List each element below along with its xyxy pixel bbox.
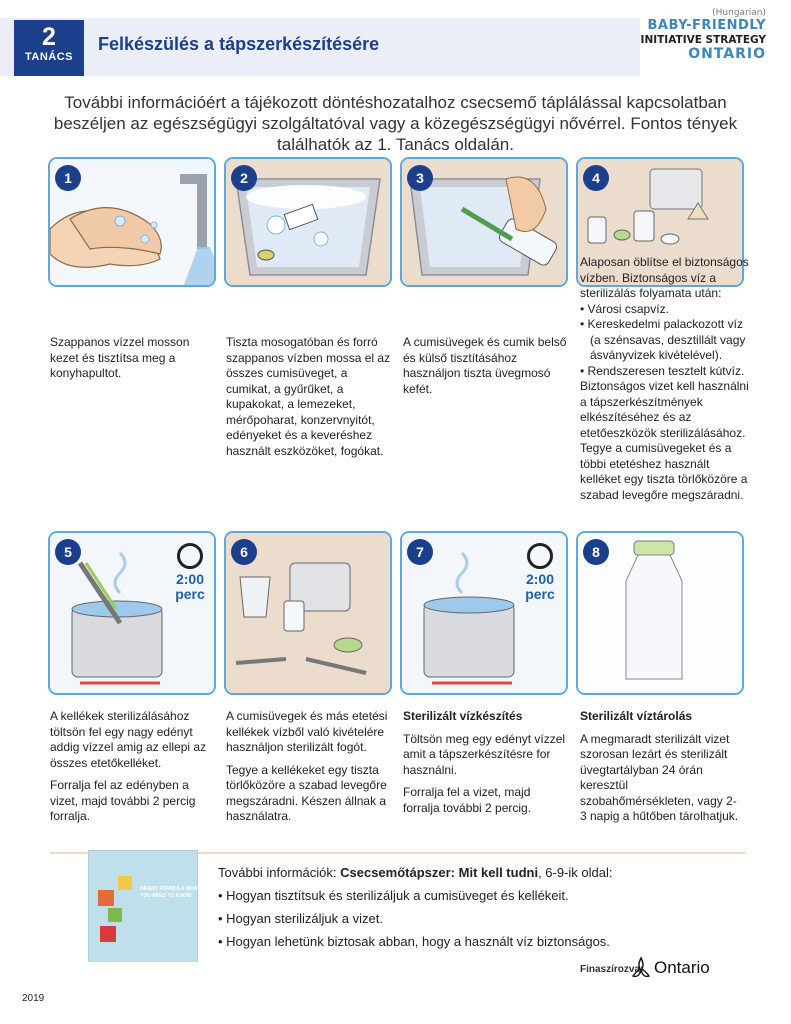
page-title: Felkészülés a tápszerkészítésére — [98, 34, 380, 54]
step-4-badge: 4 — [583, 165, 609, 191]
intro-text: További információért a tájékozott döntéshozatalhoz csecsemő táplálással kapcsolatban beszéljen az egészségügyi szolgáltatóval vagy a közegészségügyi nővérrel. Fontos tények találhatók az 1. Tanács oldalán. — [53, 93, 738, 154]
step-7-paragraph-2: Forralja fel a vizet, majd forralja további 2 percig. — [403, 785, 532, 815]
step-7-paragraph-1: Töltsön meg egy edényt vízzel amit a tápszerkészítésre for használni. — [403, 731, 566, 777]
tip-label: TANÁCS — [24, 51, 73, 63]
logo-line1: BABY-FRIENDLY — [647, 18, 766, 33]
step-5-badge: 5 — [55, 539, 81, 565]
step-4-intro: Alaposan öblítse el biztonságos vízben. Biztonságos víz a sterilizálás folyamata után: — [580, 255, 749, 300]
step-5-timer — [168, 543, 212, 602]
timer-value: 2:00 — [525, 571, 555, 587]
more-info-pages: , 6-9-ik oldal: — [538, 865, 613, 880]
step-6-text — [226, 709, 391, 832]
stopwatch-icon — [527, 543, 553, 569]
ontario-logo-text: Ontario — [654, 958, 710, 977]
step-4-text — [580, 255, 752, 503]
list-item: • Rendszeresen tesztelt kútvíz. — [580, 363, 745, 378]
more-info — [218, 862, 738, 952]
step-4-outro: Biztonságos vizet kell használni a tápszerkészítmények elkészítéséhez és az etetőeszközök sterilizálásához. Tegye a cumisüvegeket és a többi etetéshez használt kelléket egy tiszta törlőközöre a szabad levegőre megszáradni. — [580, 379, 749, 502]
step-7-timer — [518, 543, 562, 602]
step-2-text: Tiszta mosogatóban és forró szappanos vízben mossa el az összes cumisüveget, a cumikat, a gyűrűket, a kupakokat, a lemezeket, mérőpoharat, konzervnyitót, edényeket és a keveréshez használt eszközöket, fogókat. — [226, 335, 391, 458]
stopwatch-icon — [177, 543, 203, 569]
step-7-heading: Sterilizált vízkészítés — [403, 709, 523, 723]
timer-unit: perc — [525, 586, 555, 602]
step-8-text — [580, 709, 740, 832]
logo-line2: INITIATIVE STRATEGY — [640, 34, 766, 46]
year: 2019 — [22, 993, 45, 1004]
step-6-badge: 6 — [231, 539, 257, 565]
step-8-heading: Sterilizált víztárolás — [580, 709, 693, 723]
step-5-paragraph-1: A kellékek sterilizálásához töltsön fel egy nagy edényt addig vízzel amig az ellepi az összes etetőkelléket. — [50, 709, 207, 770]
more-info-lead: További információk: — [218, 865, 341, 880]
list-item: • Kereskedelmi palackozott víz (a szénsavas, desztillált vagy ásványvizek kivételével). — [580, 317, 746, 362]
list-item: • Városi csapvíz. — [580, 301, 669, 316]
step-2-badge: 2 — [231, 165, 257, 191]
step-6-paragraph-2: Tegye a kellékeket egy tiszta törlőközöre a szabad levegőre megszáradni. Készen állnak a használatra. — [226, 762, 387, 823]
tip-number-box — [14, 20, 84, 76]
step-1-badge: 1 — [55, 165, 81, 191]
step-4-bullets — [580, 302, 752, 380]
list-item: • Hogyan tisztítsuk és sterilizáljuk a cumisüveget és kellékeit. — [218, 888, 569, 903]
more-info-heading — [218, 862, 738, 883]
step-8-badge: 8 — [583, 539, 609, 565]
timer-value: 2:00 — [175, 571, 205, 587]
tip-number: 2 — [42, 23, 56, 51]
step-3-badge: 3 — [407, 165, 433, 191]
booklet-cover-title: INFANT FORMULA WHAT YOU NEED TO KNOW — [140, 886, 201, 899]
step-5-text — [50, 709, 215, 832]
baby-friendly-logo — [640, 8, 766, 62]
step-5-paragraph-2: Forralja fel az edényben a vizet, majd további 2 percig forralja. — [50, 778, 196, 823]
step-8-paragraph-1: A megmaradt sterilizált vizet szorosan lezárt és sterilizált üvegtartályban 24 órán keresztül szobahőmérsékleten, vagy 2-3 napig a hűtőben tárolhatjuk. — [580, 731, 739, 823]
step-7-text — [403, 709, 568, 823]
step-3-text: A cumisüvegek és cumik belső és külső tisztításához használjon tiszta üvegmosó kefét. — [403, 335, 567, 396]
step-1-text: Szappanos vízzel mosson kezet és tisztítsa meg a konyhapultot. — [50, 335, 190, 380]
list-item: • Hogyan lehetünk biztosak abban, hogy a használt víz biztonságos. — [218, 934, 610, 949]
logo-line3: ONTARIO — [688, 46, 766, 62]
list-item: • Hogyan sterilizáljuk a vizet. — [218, 911, 383, 926]
step-6-paragraph-1: A cumisüvegek és más etetési kellékek vízből való kivételére használjon sterilizált fogót. — [226, 709, 388, 754]
timer-unit: perc — [175, 586, 205, 602]
logo-language: (Hungarian) — [712, 8, 766, 18]
trillium-icon — [630, 956, 652, 982]
booklet-thumbnail — [88, 850, 198, 978]
step-7-badge: 7 — [407, 539, 433, 565]
funded-by-label: Finaszírozva: — [580, 964, 644, 975]
booklet-title: Csecsemőtápszer: Mit kell tudni — [340, 865, 539, 880]
